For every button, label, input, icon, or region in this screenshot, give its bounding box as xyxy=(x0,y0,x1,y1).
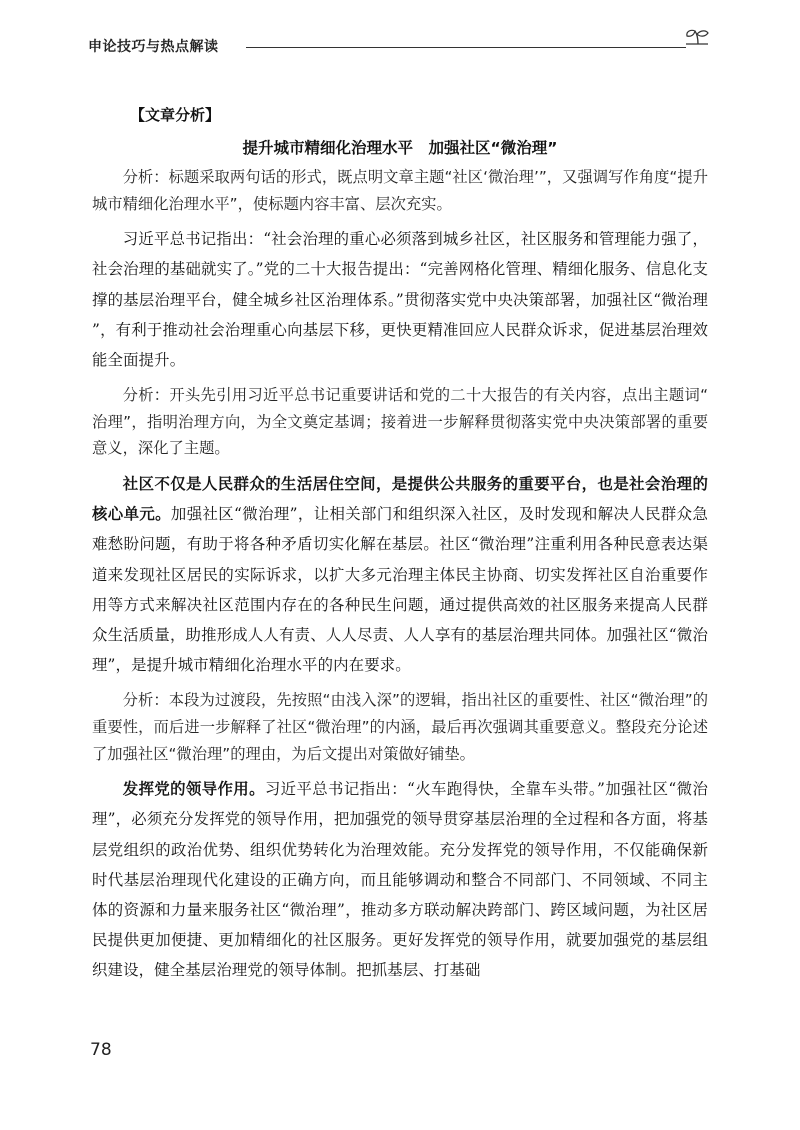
analysis-paragraph: 分析：标题采取两句话的形式，既点明文章主题“社区‘微治理’”，又强调写作角度“提升城市精细化治理水平”，使标题内容丰富、层次充实。 xyxy=(92,168,708,213)
article-content xyxy=(92,164,708,993)
body-paragraph xyxy=(92,469,708,680)
header-rule xyxy=(246,47,686,48)
analysis-paragraph: 分析：开头先引用习近平总书记重要讲话和党的二十大报告的有关内容，点出主题词“治理”，指明治理方向，为全文奠定基调；接着进一步解释贯彻落实党中央决策部署的重要意义，深化了主题。 xyxy=(92,386,708,458)
article-title: 提升城市精细化治理水平 加强社区“微治理” xyxy=(242,139,558,157)
paragraph-lead-sentence: 发挥党的领导作用。 xyxy=(122,780,265,799)
paragraph-body-text: 加强社区“微治理”，让相关部门和组织深入社区，及时发现和解决人民群众急难愁盼问题，有助于将各种矛盾切实化解在基层。社区“微治理”注重利用各种民意表达渠道来发现社区居民的实际诉求，以扩大多元治理主体民主协商、切实发挥社区自治重要作用等方式来解决社区范围内存在的各种民生问题，通过提供高效的社区服务来提高人民群众生活质量，助推形成人人有责、人人尽责、人人享有的基层治理共同体。加强社区“微治理”，是提升城市精细化治理水平的内在要求。 xyxy=(92,505,708,675)
page-number: 78 xyxy=(90,1040,112,1060)
body-paragraph xyxy=(92,774,708,985)
running-header xyxy=(88,34,718,64)
analysis-paragraph: 分析：本段为过渡段，先按照“由浅入深”的逻辑，指出社区的重要性、社区“微治理”的重要性，而后进一步解释了社区“微治理”的内涵，最后再次强调其重要意义。整段充分论述了加强社区“微治理”的理由，为后文提出对策做好铺垫。 xyxy=(92,691,708,763)
body-paragraph: 习近平总书记指出：“社会治理的重心必须落到城乡社区，社区服务和管理能力强了，社会治理的基础就实了。”党的二十大报告提出：“完善网格化管理、精细化服务、信息化支撑的基层治理平台，健全城乡社区治理体系。”贯彻落实党中央决策部署，加强社区“微治理”，有利于推动社会治理重心向基层下移，更快更精准回应人民群众诉求，促进基层治理效能全面提升。 xyxy=(92,230,708,369)
running-header-title: 申论技巧与热点解读 xyxy=(88,39,219,55)
sprout-icon xyxy=(680,28,714,56)
section-tag: 【文章分析】 xyxy=(130,106,221,124)
paragraph-lead-sentence: 社区不仅是人民群众的生活居住空间，是提供公共服务的重要平台，也是社会治理的核心单元。 xyxy=(92,474,708,524)
paragraph-body-text: 习近平总书记指出：“火车跑得快，全靠车头带。”加强社区“微治理”，必须充分发挥党的领导作用，把加强党的领导贯穿基层治理的全过程和各方面，将基层党组织的政治优势、组织优势转化为治理效能。充分发挥党的领导作用，不仅能确保新时代基层治理现代化建设的正确方向，而且能够调动和整合不同部门、不同领域、不同主体的资源和力量来服务社区“微治理”，推动多方联动解决跨部门、跨区域问题，为社区居民提供更加便捷、更加精细化的社区服务。更好发挥党的领导作用，就要加强党的基层组织建设，健全基层治理党的领导体制。把抓基层、打基础 xyxy=(92,780,708,980)
